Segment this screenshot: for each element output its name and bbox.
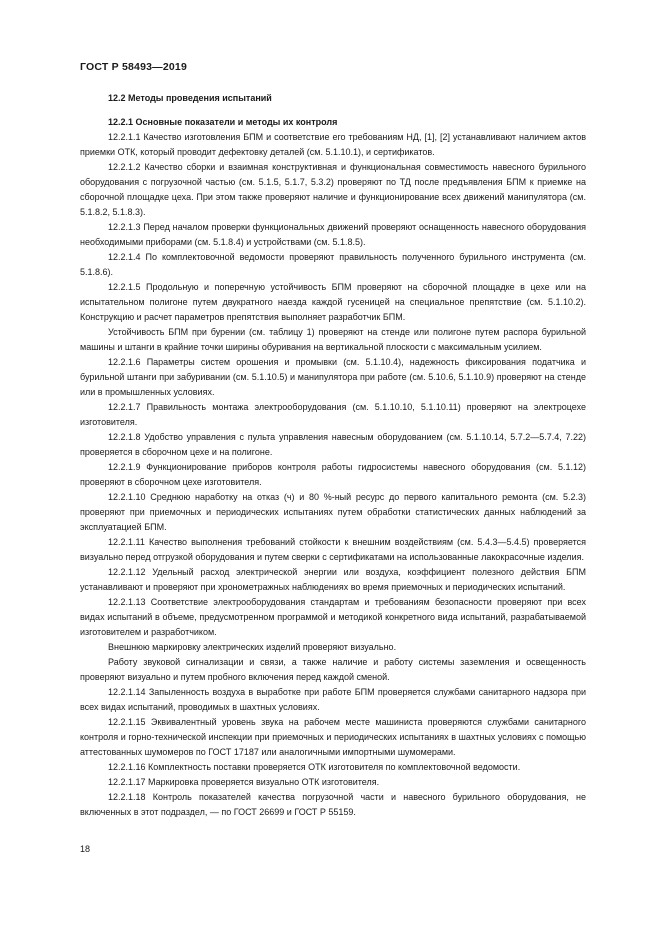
paragraph: 12.2.1.8 Удобство управления с пульта управления навесным оборудованием (см. 5.1.10.14, 5.7.2—5.7.4, 7.22) проверяется в сборочном цехе и на полигоне. [80, 432, 586, 457]
paragraph: Внешнюю маркировку электрических изделий проверяют визуально. [108, 642, 397, 652]
paragraph: 12.2.1.12 Удельный расход электрической энергии или воздуха, коэффициент полезного действия БПМ устанавливают и проверяют при хронометражных наблюдениях во время приемочных и периодических испытаний. [80, 567, 586, 592]
paragraph: 12.2.1.4 По комплектовочной ведомости проверяют правильность полученного бурильного инструмента (см. 5.1.8.6). [80, 252, 586, 277]
page-number: 18 [80, 844, 91, 854]
paragraph: 12.2.1.11 Качество выполнения требований стойкости к внешним воздействиям (см. 5.4.3—5.4.5) проверяется визуально перед отгрузкой оборудования и путем сверки с сертификатами на использованные лакокрасочные изделия. [80, 537, 586, 562]
paragraph: 12.2.1.1 Качество изготовления БПМ и соответствие его требованиям НД, [1], [2] устанавливают наличием актов приемки ОТК, который проводит дефектовку деталей (см. 5.1.10.1), и сертификатов. [80, 132, 586, 157]
paragraph: 12.2.1.13 Соответствие электрооборудования стандартам и требованиям безопасности проверяют при всех видах испытаний в объеме, предусмотренном программой и методикой конкретного вида испытаний, разрабатываемой изготовителем и разработчиком. [80, 597, 586, 637]
paragraph: 12.2.1.3 Перед началом проверки функциональных движений проверяют оснащенность навесного оборудования необходимыми приборами (см. 5.1.8.4) и устройствами (см. 5.1.8.5). [80, 222, 586, 247]
paragraph: 12.2.1.7 Правильность монтажа электрооборудования (см. 5.1.10.10, 5.1.10.11) проверяют на электроцехе изготовителя. [80, 402, 586, 427]
paragraph: 12.2.1.18 Контроль показателей качества погрузочной части и навесного бурильного оборудования, не включенных в этот подраздел, — по ГОСТ 26699 и ГОСТ Р 55159. [80, 792, 586, 817]
paragraph: Работу звуковой сигнализации и связи, а также наличие и работу системы заземления и освещенность проверяют визуально и путем пробного включения перед каждой сменой. [80, 657, 586, 682]
paragraph: 12.2.1.6 Параметры систем орошения и промывки (см. 5.1.10.4), надежность фиксирования податчика и бурильной штанги при забуривании (см. 5.1.10.5) и манипулятора при работе (см. 5.10.6, 5.1.10.9) проверяют на стенде или в промышленных условиях. [80, 357, 586, 397]
paragraph: 12.2.1.10 Среднюю наработку на отказ (ч) и 80 %-ный ресурс до первого капитального ремонта (см. 5.2.3) проверяют при приемочных и периодических испытаниях путем обработки статистических данных наблюдений за эксплуатацией БПМ. [80, 492, 586, 532]
paragraph: 12.2.1.14 Запыленность воздуха в выработке при работе БПМ проверяется службами санитарного надзора при всех видах испытаний, проводимых в шахтных условиях. [80, 687, 586, 712]
document-code: ГОСТ Р 58493—2019 [80, 61, 188, 73]
paragraph: 12.2.1.17 Маркировка проверяется визуально ОТК изготовителя. [108, 777, 380, 787]
paragraph: 12.2.1.16 Комплектность поставки проверяется ОТК изготовителя по комплектовочной ведомости. [108, 762, 521, 772]
paragraph: 12.2.1.15 Эквивалентный уровень звука на рабочем месте машиниста проверяются службами санитарного контроля и горно-технической инспекции при приемочных и периодических испытаниях в шахтных условиях с помощью аттестованных шумомеров по ГОСТ 17187 или аналогичными импортными шумомерами. [80, 717, 586, 757]
paragraph: Устойчивость БПМ при бурении (см. таблицу 1) проверяют на стенде или полигоне путем распора бурильной машины и штанги в крайние точки ширины обуривания на вертикальной плоскости с максимальным усилием. [80, 327, 586, 352]
subsection-title: 12.2.1 Основные показатели и методы их контроля [108, 117, 338, 127]
paragraph: 12.2.1.5 Продольную и поперечную устойчивость БПМ проверяют на сборочной площадке в цехе или на испытательном полигоне путем двукратного наезда каждой гусеницей на специальное препятствие (см. 5.1.10.2). Конструкцию и расчет параметров препятствия выполняет разработчик БПМ. [80, 282, 586, 322]
document-body [80, 91, 586, 820]
paragraph: 12.2.1.9 Функционирование приборов контроля работы гидросистемы навесного оборудования (см. 5.1.12) проверяют в сборочном цехе изготовителя. [80, 462, 586, 487]
paragraph: 12.2.1.2 Качество сборки и взаимная конструктивная и функциональная совместимость навесного бурильного оборудования с погрузочной частью (см. 5.1.5, 5.1.7, 5.3.2) проверяют по ТД после предъявления БПМ к приемке на сборочной площадке цеха. При этом также проверяют наличие и функционирование всех движений манипулятора (см. 5.1.8.2, 5.1.8.3). [80, 162, 586, 217]
section-title: 12.2 Методы проведения испытаний [108, 93, 272, 103]
